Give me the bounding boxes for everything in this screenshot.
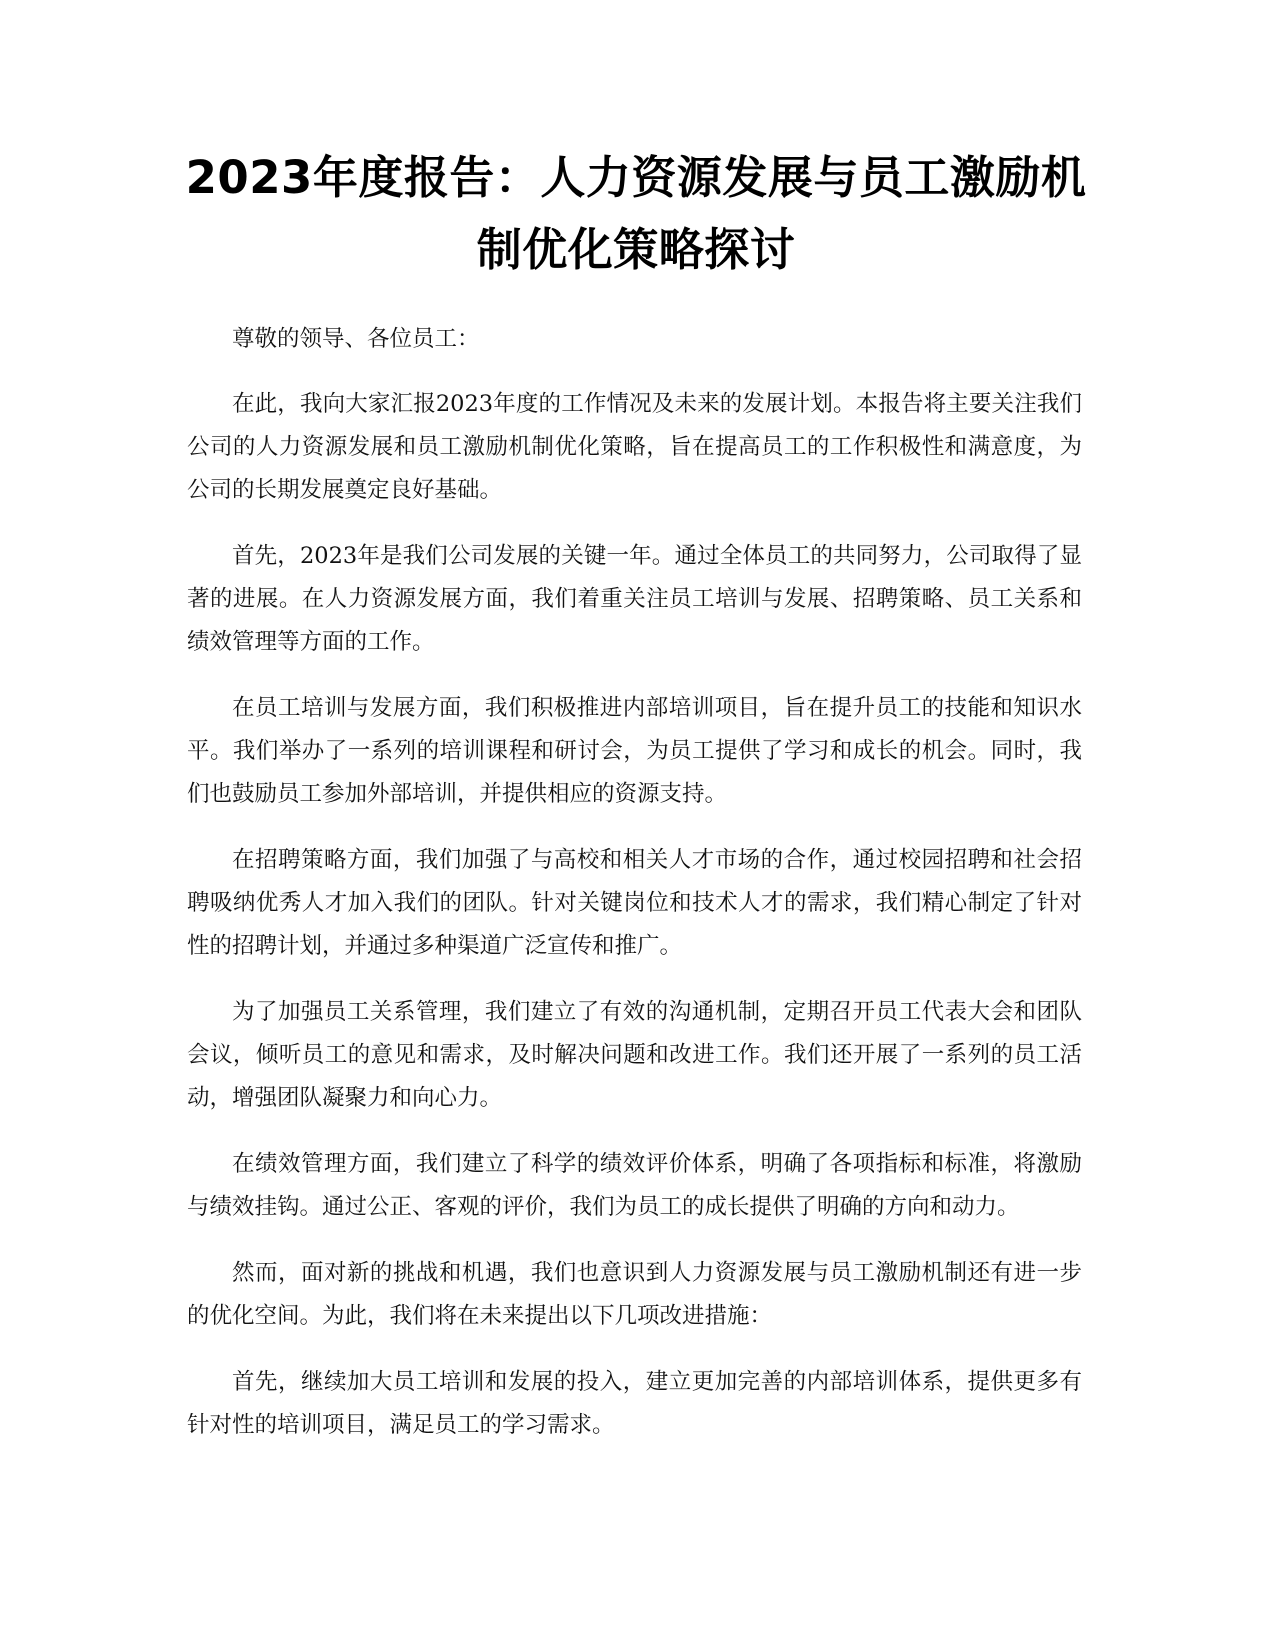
paragraph-training: 在员工培训与发展方面，我们积极推进内部培训项目，旨在提升员工的技能和知识水平。我们举办了一系列的培训课程和研讨会，为员工提供了学习和成长的机会。同时，我们也鼓励员工参加外部培训，并提供相应的资源支持。 — [187, 695, 1082, 807]
paragraph-intro: 在此，我向大家汇报2023年度的工作情况及未来的发展计划。本报告将主要关注我们公司的人力资源发展和员工激励机制优化策略，旨在提高员工的工作积极性和满意度，为公司的长期发展奠定良好基础。 — [187, 391, 1082, 503]
paragraph-employee-relations: 为了加强员工关系管理，我们建立了有效的沟通机制，定期召开员工代表大会和团队会议，倾听员工的意见和需求，及时解决问题和改进工作。我们还开展了一系列的员工活动，增强团队凝聚力和向心力。 — [187, 999, 1082, 1111]
paragraph-challenges: 然而，面对新的挑战和机遇，我们也意识到人力资源发展与员工激励机制还有进一步的优化空间。为此，我们将在未来提出以下几项改进措施： — [187, 1260, 1082, 1329]
document-title — [180, 142, 1092, 286]
paragraph-overview: 首先，2023年是我们公司发展的关键一年。通过全体员工的共同努力，公司取得了显著的进展。在人力资源发展方面，我们着重关注员工培训与发展、招聘策略、员工关系和绩效管理等方面的工作。 — [187, 543, 1082, 655]
paragraph-improvement-1: 首先，继续加大员工培训和发展的投入，建立更加完善的内部培训体系，提供更多有针对性的培训项目，满足员工的学习需求。 — [187, 1369, 1082, 1438]
paragraph-recruitment: 在招聘策略方面，我们加强了与高校和相关人才市场的合作，通过校园招聘和社会招聘吸纳优秀人才加入我们的团队。针对关键岗位和技术人才的需求，我们精心制定了针对性的招聘计划，并通过多种渠道广泛宣传和推广。 — [187, 847, 1082, 959]
title-line-2: 制优化策略探讨 — [476, 223, 796, 276]
document-body — [187, 318, 1082, 1470]
salutation: 尊敬的领导、各位员工： — [232, 326, 480, 352]
paragraph-performance: 在绩效管理方面，我们建立了科学的绩效评价体系，明确了各项指标和标准，将激励与绩效挂钩。通过公正、客观的评价，我们为员工的成长提供了明确的方向和动力。 — [187, 1151, 1082, 1220]
title-line-1: 2023年度报告：人力资源发展与员工激励机 — [185, 151, 1087, 204]
